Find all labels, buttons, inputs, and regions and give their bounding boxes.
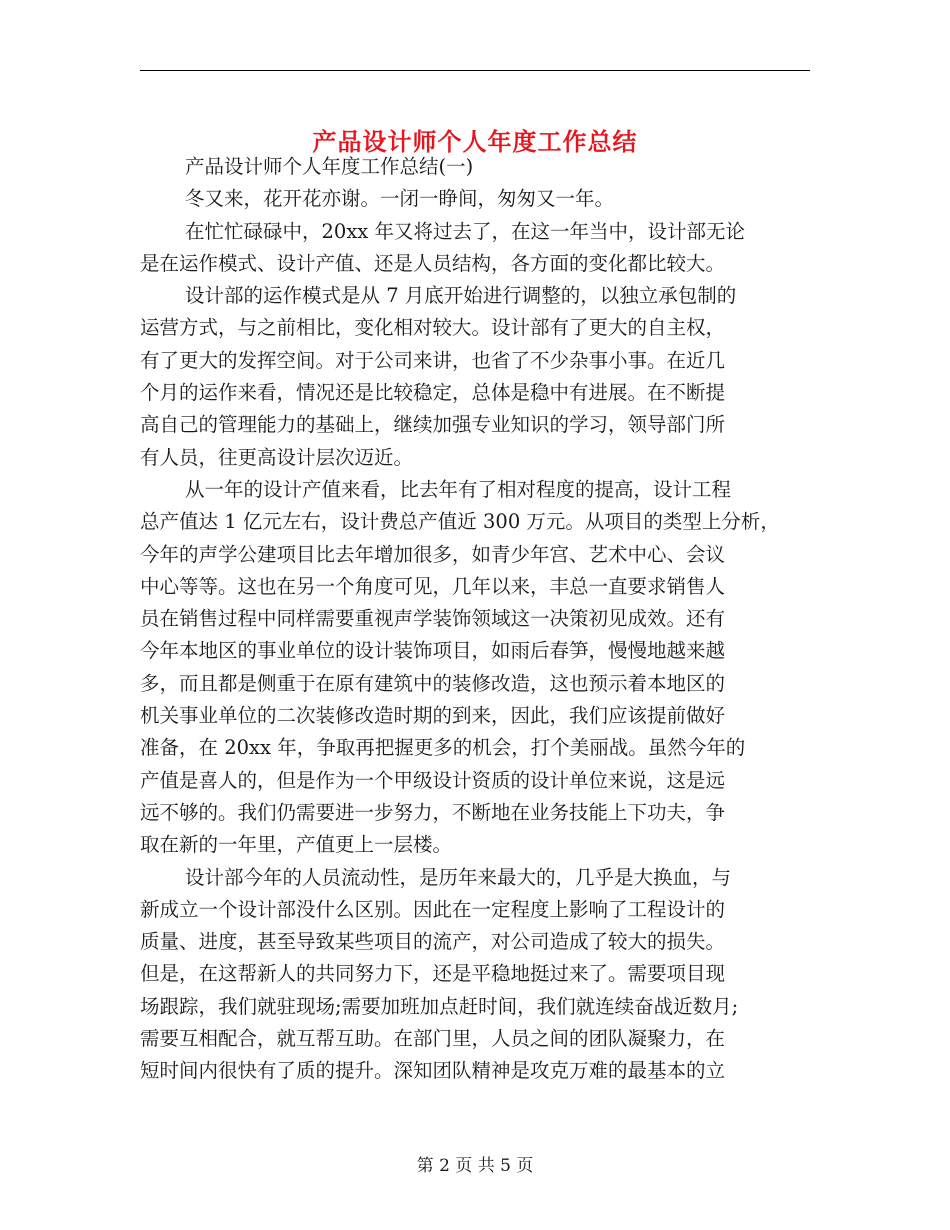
text-line: 冬又来，花开花亦谢。一闭一睁间，匆匆又一年。 — [185, 187, 615, 211]
text-line: 场跟踪，我们就驻现场;需要加班加点赶时间，我们就连续奋战近数月; — [140, 994, 739, 1018]
text-line: 高自己的管理能力的基础上，继续加强专业知识的学习，领导部门所 — [140, 413, 726, 437]
text-line: 有了更大的发挥空间。对于公司来讲，也省了不少杂事小事。在近几 — [140, 348, 726, 372]
text-line: 今年本地区的事业单位的设计装饰项目，如雨后春笋，慢慢地越来越 — [140, 639, 726, 663]
text-line: 取在新的一年里，产值更上一层楼。 — [140, 833, 453, 857]
text-line: 但是，在这帮新人的共同努力下，还是平稳地挺过来了。需要项目现 — [140, 962, 726, 986]
text-line: 短时间内很快有了质的提升。深知团队精神是攻克万难的最基本的立 — [140, 1059, 726, 1083]
text-line: 今年的声学公建项目比去年增加很多，如青少年宫、艺术中心、会议 — [140, 542, 726, 566]
text-line: 运营方式，与之前相比，变化相对较大。设计部有了更大的自主权， — [140, 316, 726, 340]
text-line: 员在销售过程中同样需要重视声学装饰领域这一决策初见成效。还有 — [140, 607, 726, 631]
text-line: 产值是喜人的，但是作为一个甲级设计资质的设计单位来说，这是远 — [140, 768, 726, 792]
text-line: 从一年的设计产值来看，比去年有了相对程度的提高，设计工程 — [185, 477, 732, 501]
text-line: 是在运作模式、设计产值、还是人员结构，各方面的变化都比较大。 — [140, 251, 726, 275]
text-line: 新成立一个设计部没什么区别。因此在一定程度上影响了工程设计的 — [140, 897, 726, 921]
text-line: 中心等等。这也在另一个角度可见，几年以来，丰总一直要求销售人 — [140, 574, 726, 598]
text-line: 产品设计师个人年度工作总结(一) — [185, 155, 474, 178]
text-line: 机关事业单位的二次装修改造时期的到来，因此，我们应该提前做好 — [140, 704, 726, 728]
text-line: 设计部的运作模式是从 7 月底开始进行调整的，以独立承包制的 — [185, 284, 737, 308]
text-line: 个月的运作来看，情况还是比较稳定，总体是稳中有进展。在不断提 — [140, 381, 726, 405]
text-line: 多，而且都是侧重于在原有建筑中的装修改造，这也预示着本地区的 — [140, 671, 726, 695]
text-line: 需要互相配合，就互帮互助。在部门里，人员之间的团队凝聚力，在 — [140, 1027, 726, 1051]
header-rule — [140, 70, 810, 71]
document-body — [140, 151, 810, 1088]
text-line: 准备，在 20xx 年，争取再把握更多的机会，打个美丽战。虽然今年的 — [140, 736, 746, 760]
page-number: 第 2 页 共 5 页 — [416, 1156, 534, 1176]
document-title: 产品设计师个人年度工作总结 — [312, 127, 638, 157]
text-line: 总产值达 1 亿元左右，设计费总产值近 300 万元。从项目的类型上分析， — [140, 510, 780, 534]
text-line: 设计部今年的人员流动性，是历年来最大的，几乎是大换血，与 — [185, 865, 732, 889]
text-line: 远不够的。我们仍需要进一步努力，不断地在业务技能上下功夫，争 — [140, 800, 726, 824]
text-line: 在忙忙碌碌中，20xx 年又将过去了，在这一年当中，设计部无论 — [185, 219, 746, 243]
text-line: 质量、进度，甚至导致某些项目的流产，对公司造成了较大的损失。 — [140, 930, 726, 954]
text-line: 有人员，往更高设计层次迈近。 — [140, 445, 414, 469]
